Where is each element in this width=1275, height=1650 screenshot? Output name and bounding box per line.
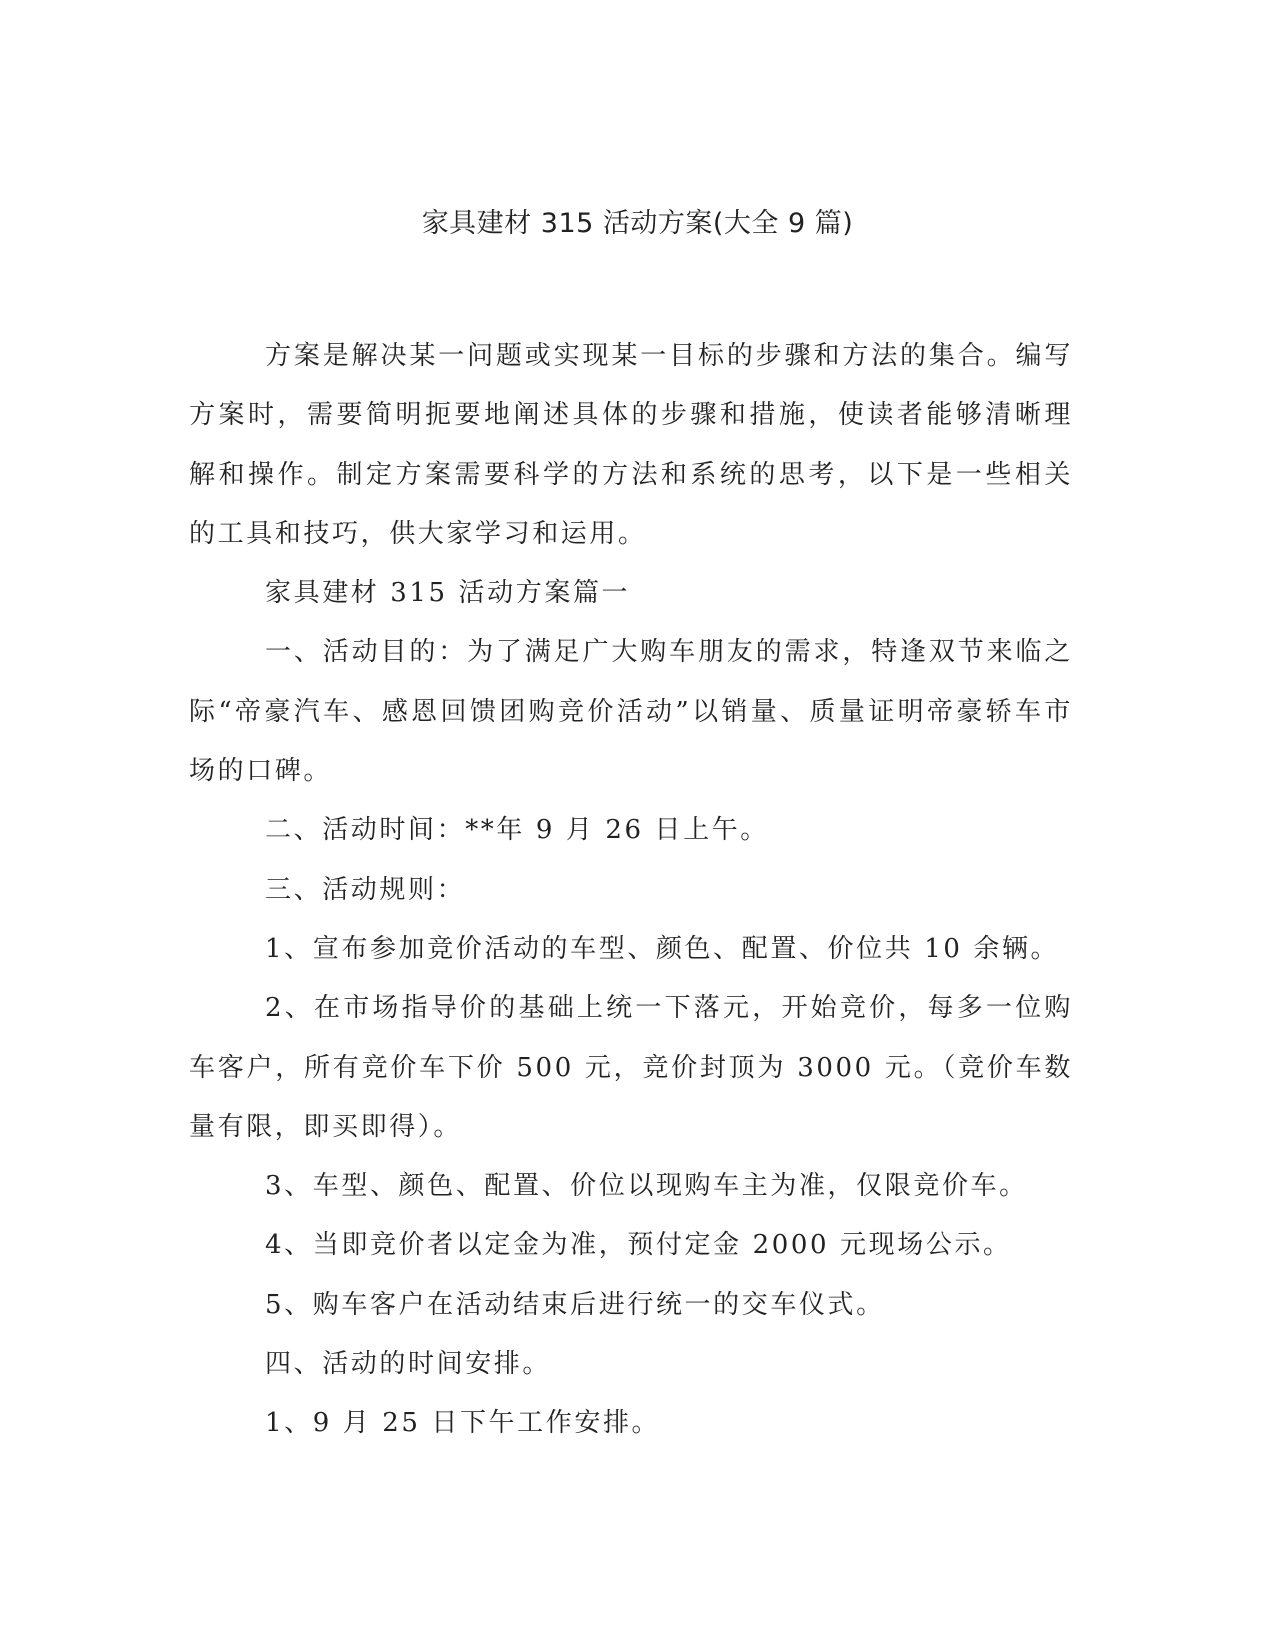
paragraph-rule-1: 1、宣布参加竞价活动的车型、颜色、配置、价位共 10 余辆。 <box>265 933 1060 964</box>
paragraph-rule-5: 5、购车客户在活动结束后进行统一的交车仪式。 <box>265 1289 885 1320</box>
document-body <box>189 327 1073 1454</box>
intro-paragraph: 方案是解决某一问题或实现某一目标的步骤和方法的集合。编写方案时，需要简明扼要地阐述具体的步骤和措施，使读者能够清晰理解和操作。制定方案需要科学的方法和系统的思考，以下是一些相关的工具和技巧，供大家学习和运用。 <box>189 341 1073 549</box>
paragraph-time: 二、活动时间：**年 9 月 26 日上午。 <box>265 815 769 846</box>
section-heading: 家具建材 315 活动方案篇一 <box>265 578 631 609</box>
paragraph-purpose: 一、活动目的：为了满足广大购车朋友的需求，特逢双节来临之际“帝豪汽车、感恩回馈团购竞价活动”以销量、质量证明帝豪轿车市场的口碑。 <box>189 637 1073 787</box>
document-title: 家具建材 315 活动方案(大全 9 篇) <box>421 208 854 239</box>
paragraph-rule-3: 3、车型、颜色、配置、价位以现购车主为准，仅限竞价车。 <box>265 1171 1028 1202</box>
paragraph-rule-2: 2、在市场指导价的基础上统一下落元，开始竞价，每多一位购车客户，所有竞价车下价 500 元，竞价封顶为 3000 元。（竞价车数量有限，即买即得）。 <box>189 993 1073 1142</box>
paragraph-schedule-heading: 四、活动的时间安排。 <box>265 1349 552 1380</box>
paragraph-rules-heading: 三、活动规则： <box>265 874 466 905</box>
paragraph-rule-4: 4、当即竞价者以定金为准，预付定金 2000 元现场公示。 <box>265 1230 1012 1261</box>
paragraph-schedule-1: 1、9 月 25 日下午工作安排。 <box>265 1408 661 1439</box>
